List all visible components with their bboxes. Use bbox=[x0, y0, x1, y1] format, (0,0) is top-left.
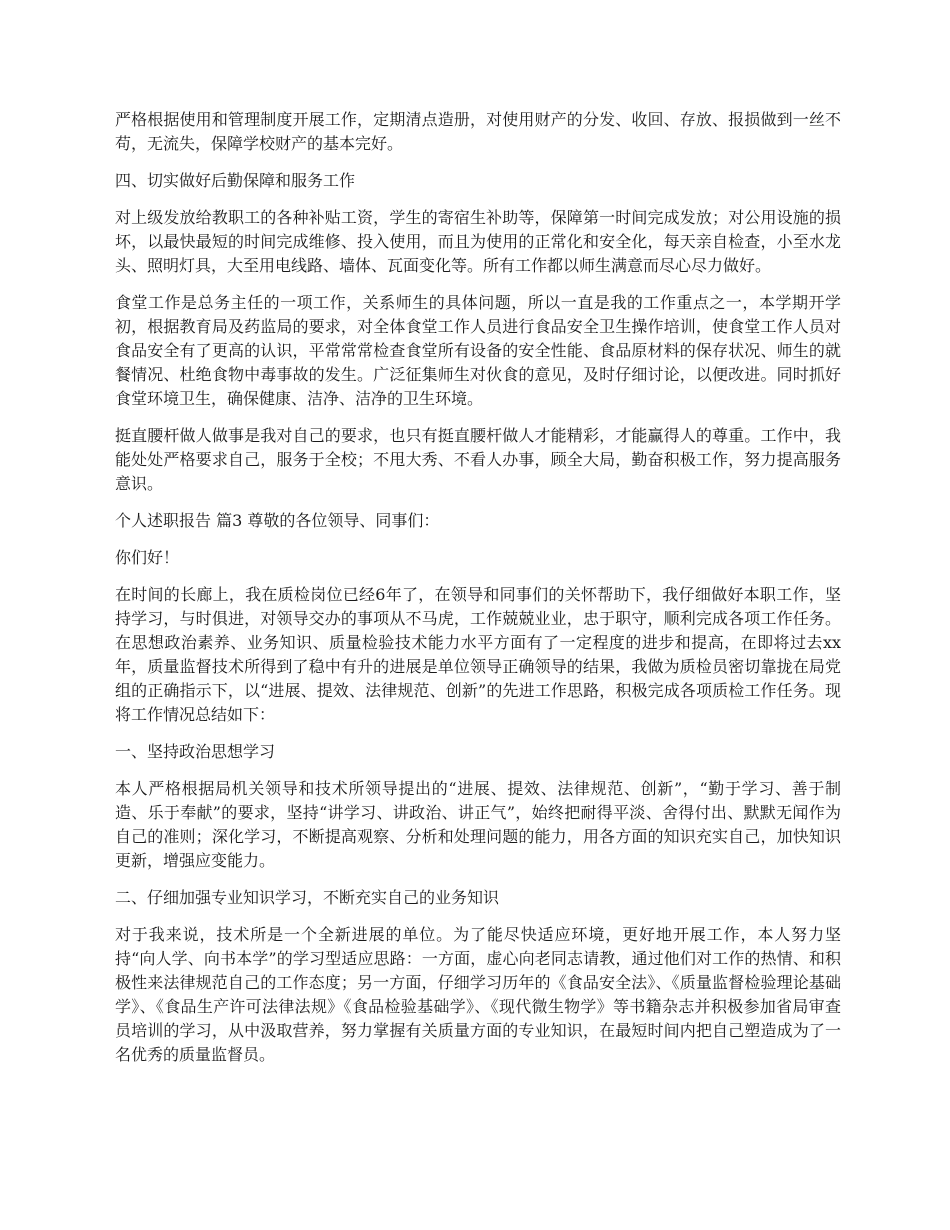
paragraph-self-requirement: 挺直腰杆做人做事是我对自己的要求，也只有挺直腰杆做人才能精彩，才能赢得人的尊重。工作中，我能处处严格要求自己，服务于全校；不甩大秀、不看人办事，顾全大局，勤奋积极工作，努力提高服务意识。 bbox=[115, 426, 841, 493]
paragraph-professional-study: 对于我来说，技术所是一个全新进展的单位。为了能尽快适应环境，更好地开展工作，本人努力坚持“向人学、向书本学”的学习型适应思路：一方面，虚心向老同志请教，通过他们对工作的热情、和积极性来法律规范自己的工作态度；另一方面，仔细学习历年的《食品安全法》、《质量监督检验理论基础学》、《食品生产许可法律法规》《食品检验基础学》、《现代微生物学》等书籍杂志并积极参加省局审查员培训的学习，从中汲取营养，努力掌握有关质量方面的专业知识，在最短时间内把自己塑造成为了一名优秀的质量监督员。 bbox=[115, 925, 841, 1064]
paragraph-political-study: 本人严格根据局机关领导和技术所领导提出的“进展、提效、法律规范、创新”，“勤于学习、善于制造、乐于奉献”的要求，坚持“讲学习、讲政治、讲正气”，始终把耐得平淡、舍得付出、默默无闻作为自己的准则；深化学习，不断提高观察、分析和处理问题的能力，用各方面的知识充实自己，加快知识更新，增强应变能力。 bbox=[115, 779, 841, 870]
section-heading-political-study: 一、坚持政治思想学习 bbox=[115, 742, 276, 761]
document-page bbox=[115, 108, 841, 1080]
section-heading-logistics: 四、切实做好后勤保障和服务工作 bbox=[115, 171, 356, 190]
section-heading-professional-study: 二、仔细加强专业知识学习，不断充实自己的业务知识 bbox=[115, 888, 500, 907]
report-title-line: 个人述职报告 篇3 尊敬的各位领导、同事们： bbox=[115, 511, 440, 530]
paragraph-subsidies-maintenance: 对上级发放给教职工的各种补贴工资，学生的寄宿生补助等，保障第一时间完成发放；对公用设施的损坏，以最快最短的时间完成维修、投入使用，而且为使用的正常化和安全化，每天亲自检查，小至水龙头、照明灯具，大至用电线路、墙体、瓦面变化等。所有工作都以师生满意而尽心尽力做好。 bbox=[115, 208, 841, 275]
greeting-line: 你们好！ bbox=[115, 548, 180, 567]
paragraph-asset-management: 严格根据使用和管理制度开展工作，定期清点造册，对使用财产的分发、收回、存放、报损做到一丝不苟，无流失，保障学校财产的基本完好。 bbox=[115, 110, 841, 153]
paragraph-canteen-work: 食堂工作是总务主任的一项工作，关系师生的具体问题，所以一直是我的工作重点之一，本学期开学初，根据教育局及药监局的要求，对全体食堂工作人员进行食品安全卫生操作培训，使食堂工作人员对食品安全有了更高的认识，平常常常检查食堂所有设备的安全性能、食品原材料的保存状况、师生的就餐情况、杜绝食物中毒事故的发生。广泛征集师生对伙食的意见，及时仔细讨论，以便改进。同时抓好食堂环境卫生，确保健康、洁净、洁净的卫生环境。 bbox=[115, 293, 841, 408]
paragraph-introduction: 在时间的长廊上，我在质检岗位已经6年了，在领导和同事们的关怀帮助下，我仔细做好本职工作，坚持学习，与时俱进，对领导交办的事项从不马虎，工作兢兢业业，忠于职守，顺利完成各项工作任务。在思想政治素养、业务知识、质量检验技术能力水平方面有了一定程度的进步和提高，在即将过去xx年，质量监督技术所得到了稳中有升的进展是单位领导正确领导的结果，我做为质检员密切靠拢在局党组的正确指示下，以“进展、提效、法律规范、创新”的先进工作思路，积极完成各项质检工作任务。现将工作情况总结如下： bbox=[115, 585, 841, 724]
